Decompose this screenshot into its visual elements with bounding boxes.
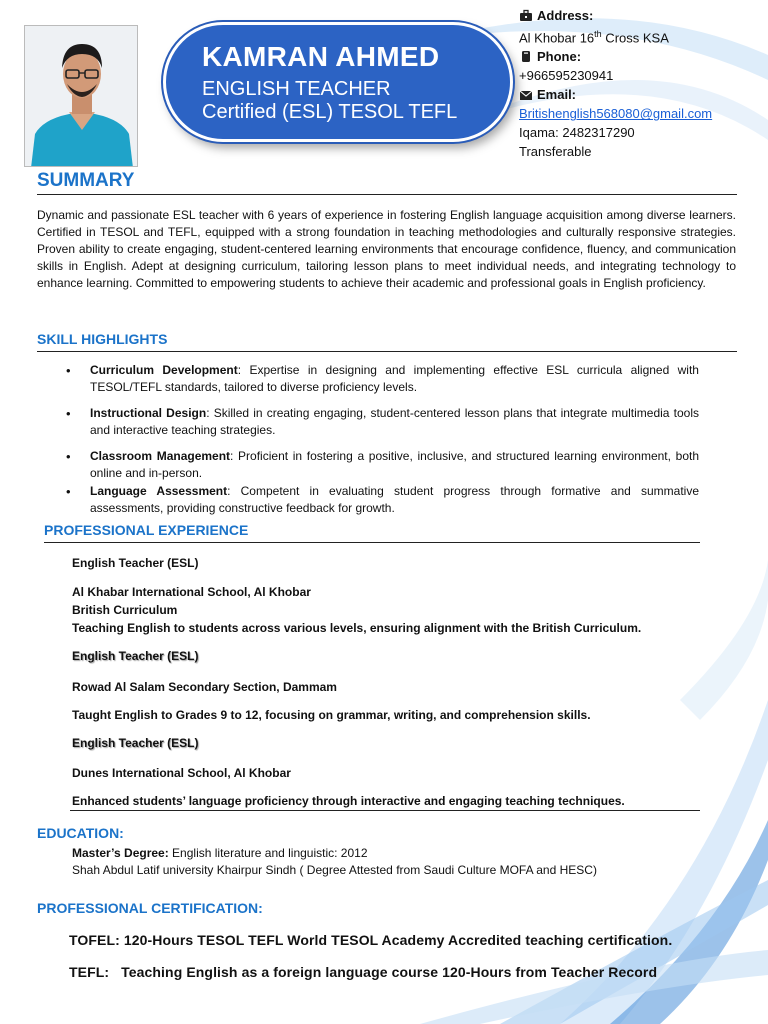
summary-text: Dynamic and passionate ESL teacher with 6 years of experience in fostering English language acquisition among diverse learners. Certified in TESOL and TEFL, equipped with a strong foundation in teaching methodologies and culturally responsive strategies. Proven ability to create engaging, student-centered learning environments that encourage confidence, fluency, and communication skills in English. Adept at designing curriculum, tailoring lesson plans to meet individual needs, and integrating technology to enhance learning. Committed to empowering students to achieve their academic and professional goals in English proficiency. (37, 208, 736, 290)
phone-icon (519, 50, 533, 63)
envelope-icon (519, 88, 533, 101)
profile-photo (24, 25, 138, 167)
email-link[interactable]: Britishenglish568080@gmail.com (519, 106, 713, 122)
experience-end-divider (70, 810, 700, 811)
experience-title: PROFESSIONAL EXPERIENCE (44, 522, 249, 538)
list-item: • Instructional Design: Skilled in creating engaging, student-centered lesson plans that integrate multimedia tools and interactive teaching strategies. (66, 405, 699, 439)
job-2-position: English Teacher (ESL) (72, 649, 199, 663)
address-label: Address: (537, 8, 594, 23)
phone-label: Phone: (537, 49, 582, 65)
briefcase-icon (519, 9, 533, 22)
name-banner (163, 22, 513, 142)
job-1-curriculum: British Curriculum (72, 603, 178, 617)
email-label: Email: (537, 87, 577, 103)
list-item: • Classroom Management: Proficient in fostering a positive, inclusive, and structured learning environment, both online and in-person. (66, 448, 699, 482)
job-1-school: Al Khabar International School, Al Khobar (72, 585, 311, 599)
candidate-certification: Certified (ESL) TESOL TEFL (202, 101, 458, 123)
job-3-position: English Teacher (ESL) (72, 736, 199, 750)
job-3-description: Enhanced students’ language proficiency through interactive and engaging teaching techniques. (72, 794, 625, 808)
candidate-name: KAMRAN AHMED (202, 41, 440, 72)
person-silhouette-icon (25, 26, 138, 167)
summary-title: SUMMARY (37, 170, 135, 191)
certification-line-1: TOFEL: 120-Hours TESOL TEFL World TESOL Academy Accredited teaching certification. (69, 932, 673, 948)
job-3-school: Dunes International School, Al Khobar (72, 766, 291, 780)
skills-divider (37, 351, 737, 352)
certification-title: PROFESSIONAL CERTIFICATION: (37, 900, 263, 916)
education-university: Shah Abdul Latif university Khairpur Sindh ( Degree Attested from Saudi Culture MOFA and HESC) (72, 863, 597, 877)
iqama-value: Iqama: 2482317290 (519, 125, 635, 141)
job-1-position: English Teacher (ESL) (72, 556, 199, 570)
certification-line-2: TEFL: Teaching English as a foreign language course 120-Hours from Teacher Record (69, 964, 658, 980)
skills-title: SKILL HIGHLIGHTS (37, 331, 168, 347)
email-label-row (519, 85, 759, 104)
phone-label-row (519, 47, 759, 66)
contact-block (519, 6, 759, 161)
summary-divider (37, 194, 737, 195)
job-1-description: Teaching English to students across various levels, ensuring alignment with the British Curriculum. (72, 621, 642, 635)
job-2-school: Rowad Al Salam Secondary Section, Dammam (72, 680, 337, 694)
phone-value: +966595230941 (519, 68, 614, 84)
candidate-role: ENGLISH TEACHER (202, 78, 391, 100)
education-degree: Master’s Degree: English literature and linguistic: 2012 (72, 846, 368, 860)
address-label-row (519, 6, 759, 25)
list-item: • Curriculum Development: Expertise in designing and implementing effective ESL curricula aligned with TESOL/TEFL standards, tailored to diverse proficiency levels. (66, 362, 699, 396)
education-title: EDUCATION: (37, 825, 124, 841)
skills-list (66, 362, 699, 517)
job-2-description: Taught English to Grades 9 to 12, focusing on grammar, writing, and comprehension skills. (72, 708, 591, 722)
list-item: • Language Assessment: Competent in evaluating student progress through formative and summative assessments, providing constructive feedback for growth. (66, 483, 699, 517)
address-value: Al Khobar 16th Cross KSA (519, 29, 669, 46)
transferable-value: Transferable (519, 144, 592, 160)
experience-divider (44, 542, 700, 543)
